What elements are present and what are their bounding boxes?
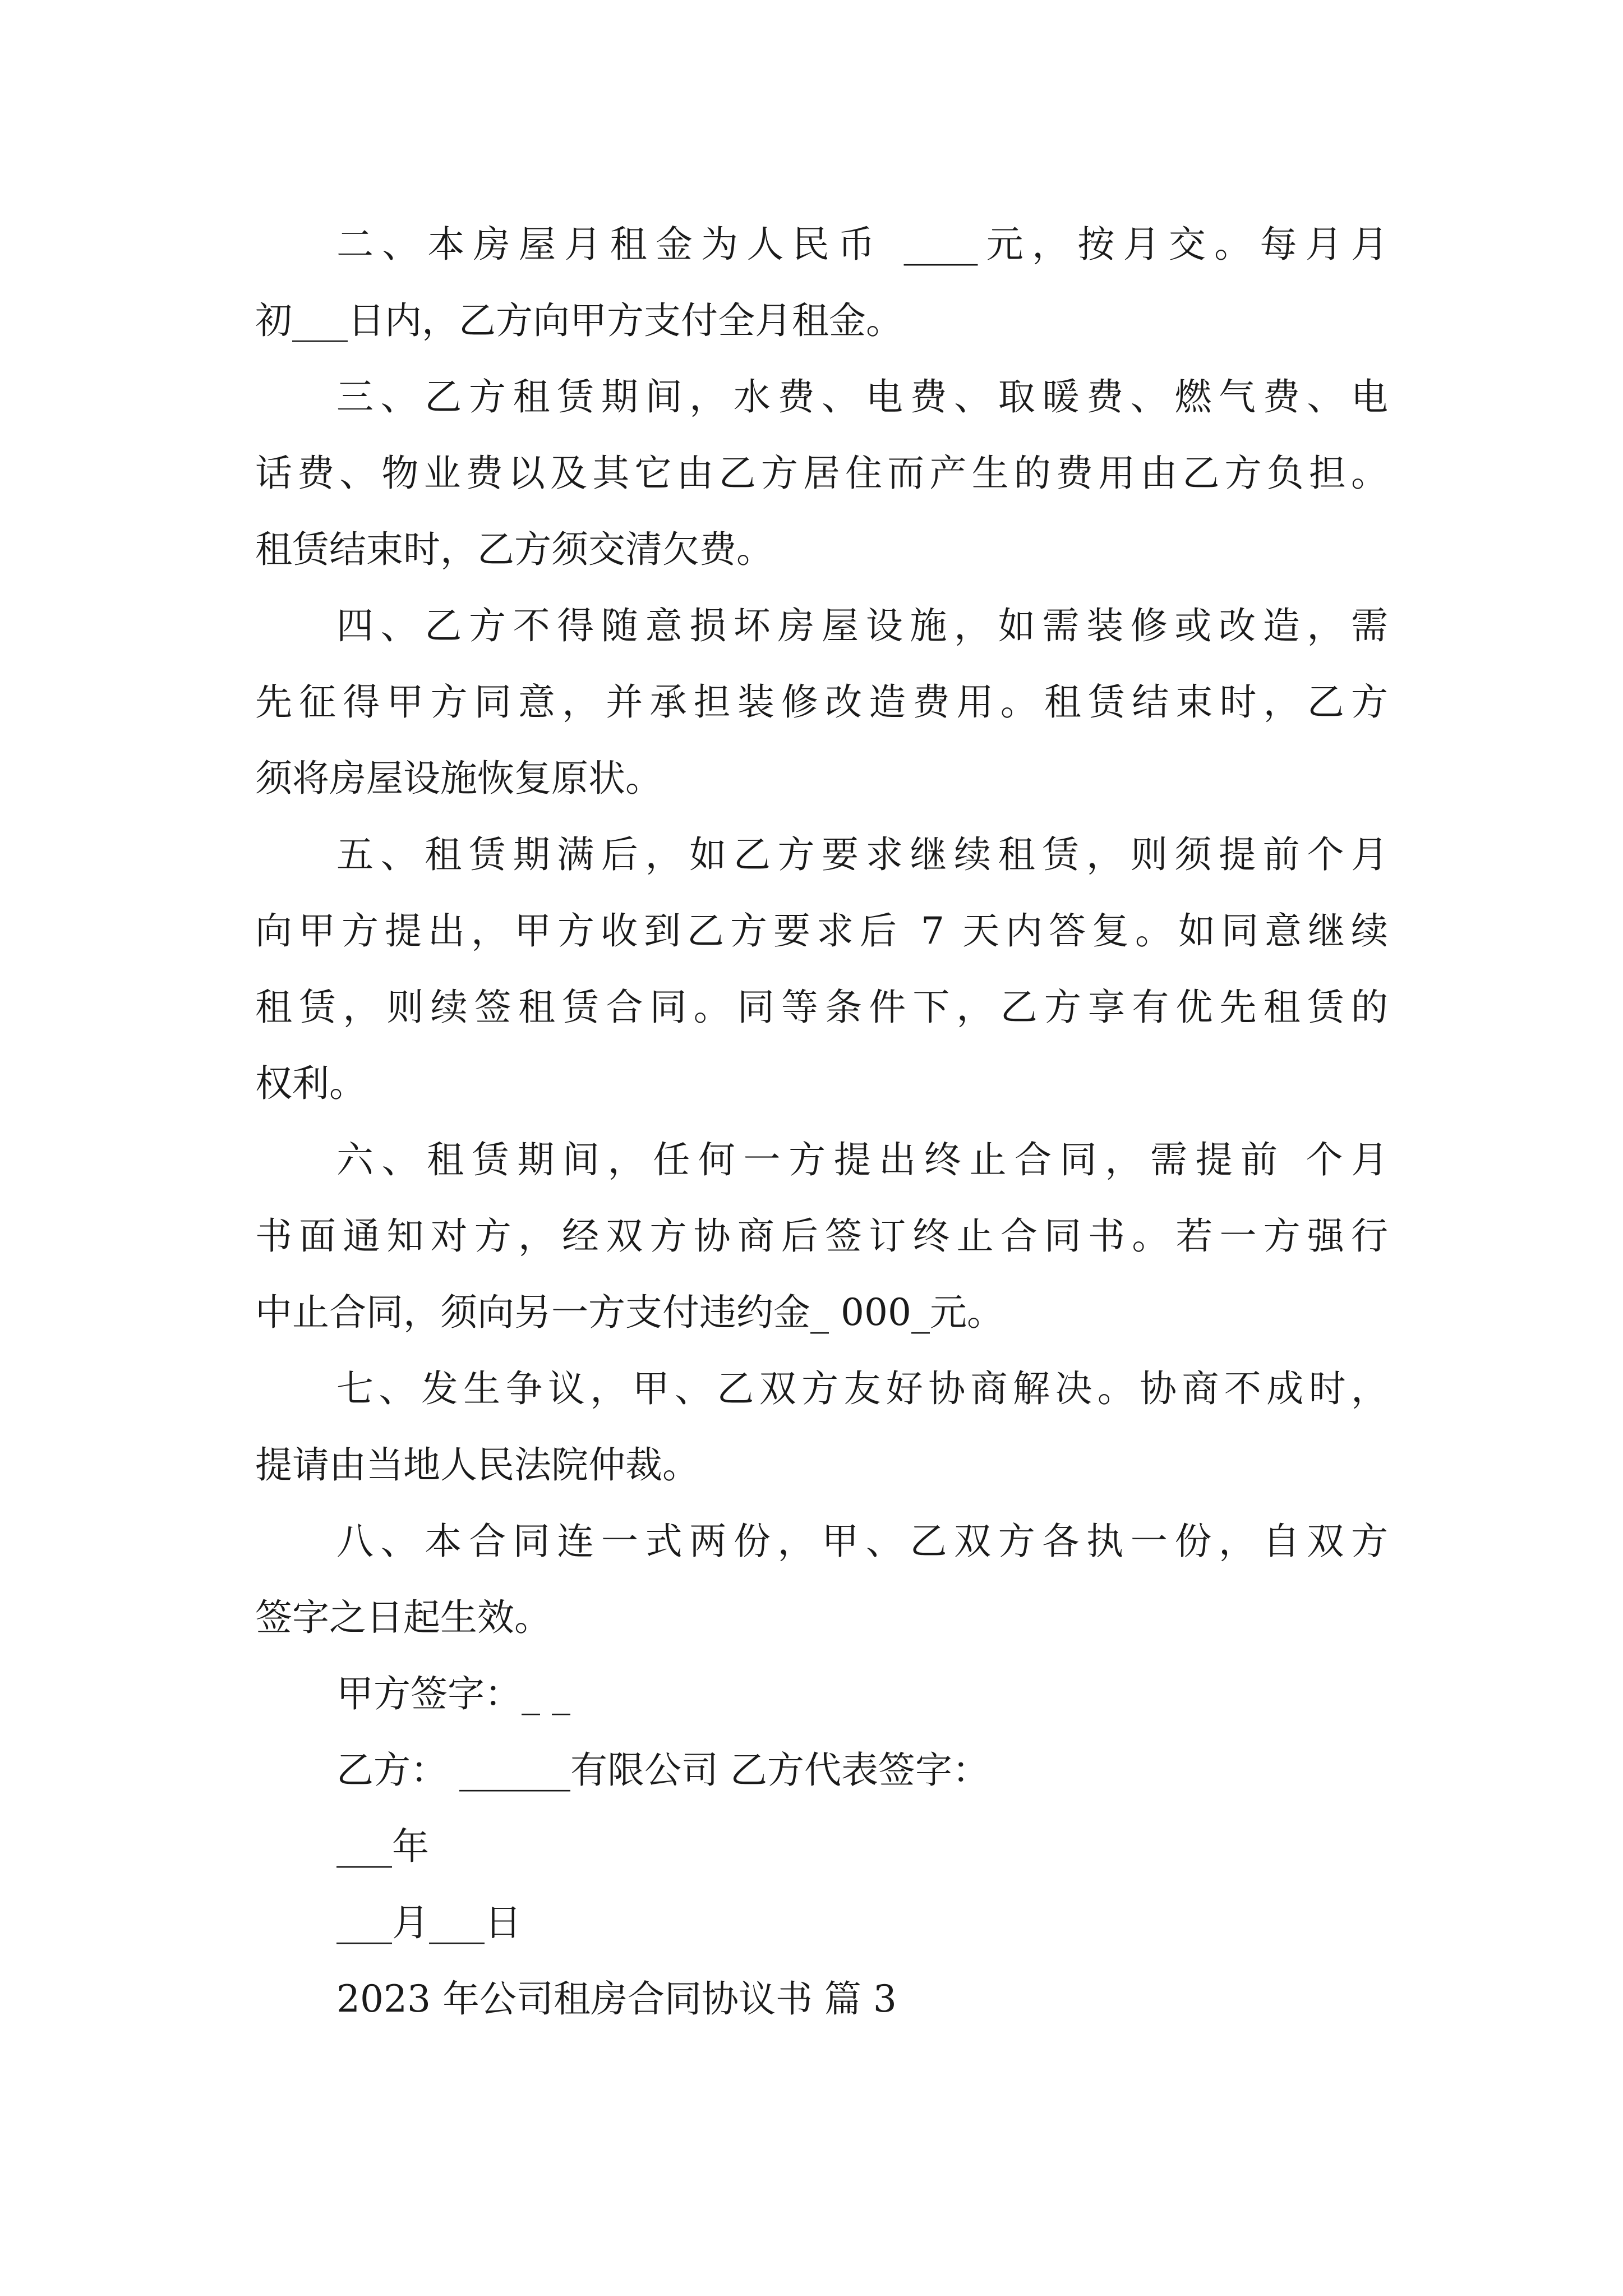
clause-7-line-2: 提请由当地人民法院仲裁。 xyxy=(255,1443,699,1487)
date-month-day: ___月___日 xyxy=(336,1901,522,1944)
clause-2-line-2: 初___日内，乙方向甲方支付全月租金。 xyxy=(255,299,903,342)
clause-3-line-1: 三、乙方租赁期间，水费、电费、取暖费、燃气费、电 xyxy=(336,375,1388,418)
date-year: ___年 xyxy=(336,1825,429,1868)
clause-5-line-4: 权利。 xyxy=(255,1062,366,1105)
clause-8-line-2: 签字之日起生效。 xyxy=(255,1596,551,1639)
party-b-signature: 乙方： ______有限公司 乙方代表签字： xyxy=(336,1749,989,1792)
clause-2-line-1: 二、本房屋月租金为人民币 ____元，按月交。每月月 xyxy=(336,223,1388,266)
clause-6-line-1: 六、租赁期间，任何一方提出终止合同，需提前 个月 xyxy=(336,1138,1388,1181)
clause-5-line-1: 五、租赁期满后，如乙方要求继续租赁，则须提前个月 xyxy=(336,833,1388,876)
clause-3-line-2: 话费、物业费以及其它由乙方居住而产生的费用由乙方负担。 xyxy=(255,452,1388,495)
party-a-signature: 甲方签字：_ _ xyxy=(336,1672,570,1715)
clause-6-line-3: 中止合同，须向另一方支付违约金_ 000_元。 xyxy=(255,1291,1004,1334)
clause-5-line-2: 向甲方提出，甲方收到乙方要求后 7 天内答复。如同意继续 xyxy=(255,909,1388,953)
clause-7-line-1: 七、发生争议，甲、乙双方友好协商解决。协商不成时， xyxy=(336,1367,1388,1410)
clause-5-line-3: 租赁，则续签租赁合同。同等条件下，乙方享有优先租赁的 xyxy=(255,986,1388,1029)
section-heading: 2023 年公司租房合同协议书 篇 3 xyxy=(336,1977,897,2021)
clause-6-line-2: 书面通知对方，经双方协商后签订终止合同书。若一方强行 xyxy=(255,1214,1388,1258)
clause-3-line-3: 租赁结束时，乙方须交清欠费。 xyxy=(255,528,773,571)
clause-4-line-1: 四、乙方不得随意损坏房屋设施，如需装修或改造，需 xyxy=(336,604,1388,647)
clause-4-line-2: 先征得甲方同意，并承担装修改造费用。租赁结束时，乙方 xyxy=(255,680,1388,724)
clause-4-line-3: 须将房屋设施恢复原状。 xyxy=(255,757,662,800)
clause-8-line-1: 八、本合同连一式两份，甲、乙双方各执一份，自双方 xyxy=(336,1520,1388,1563)
